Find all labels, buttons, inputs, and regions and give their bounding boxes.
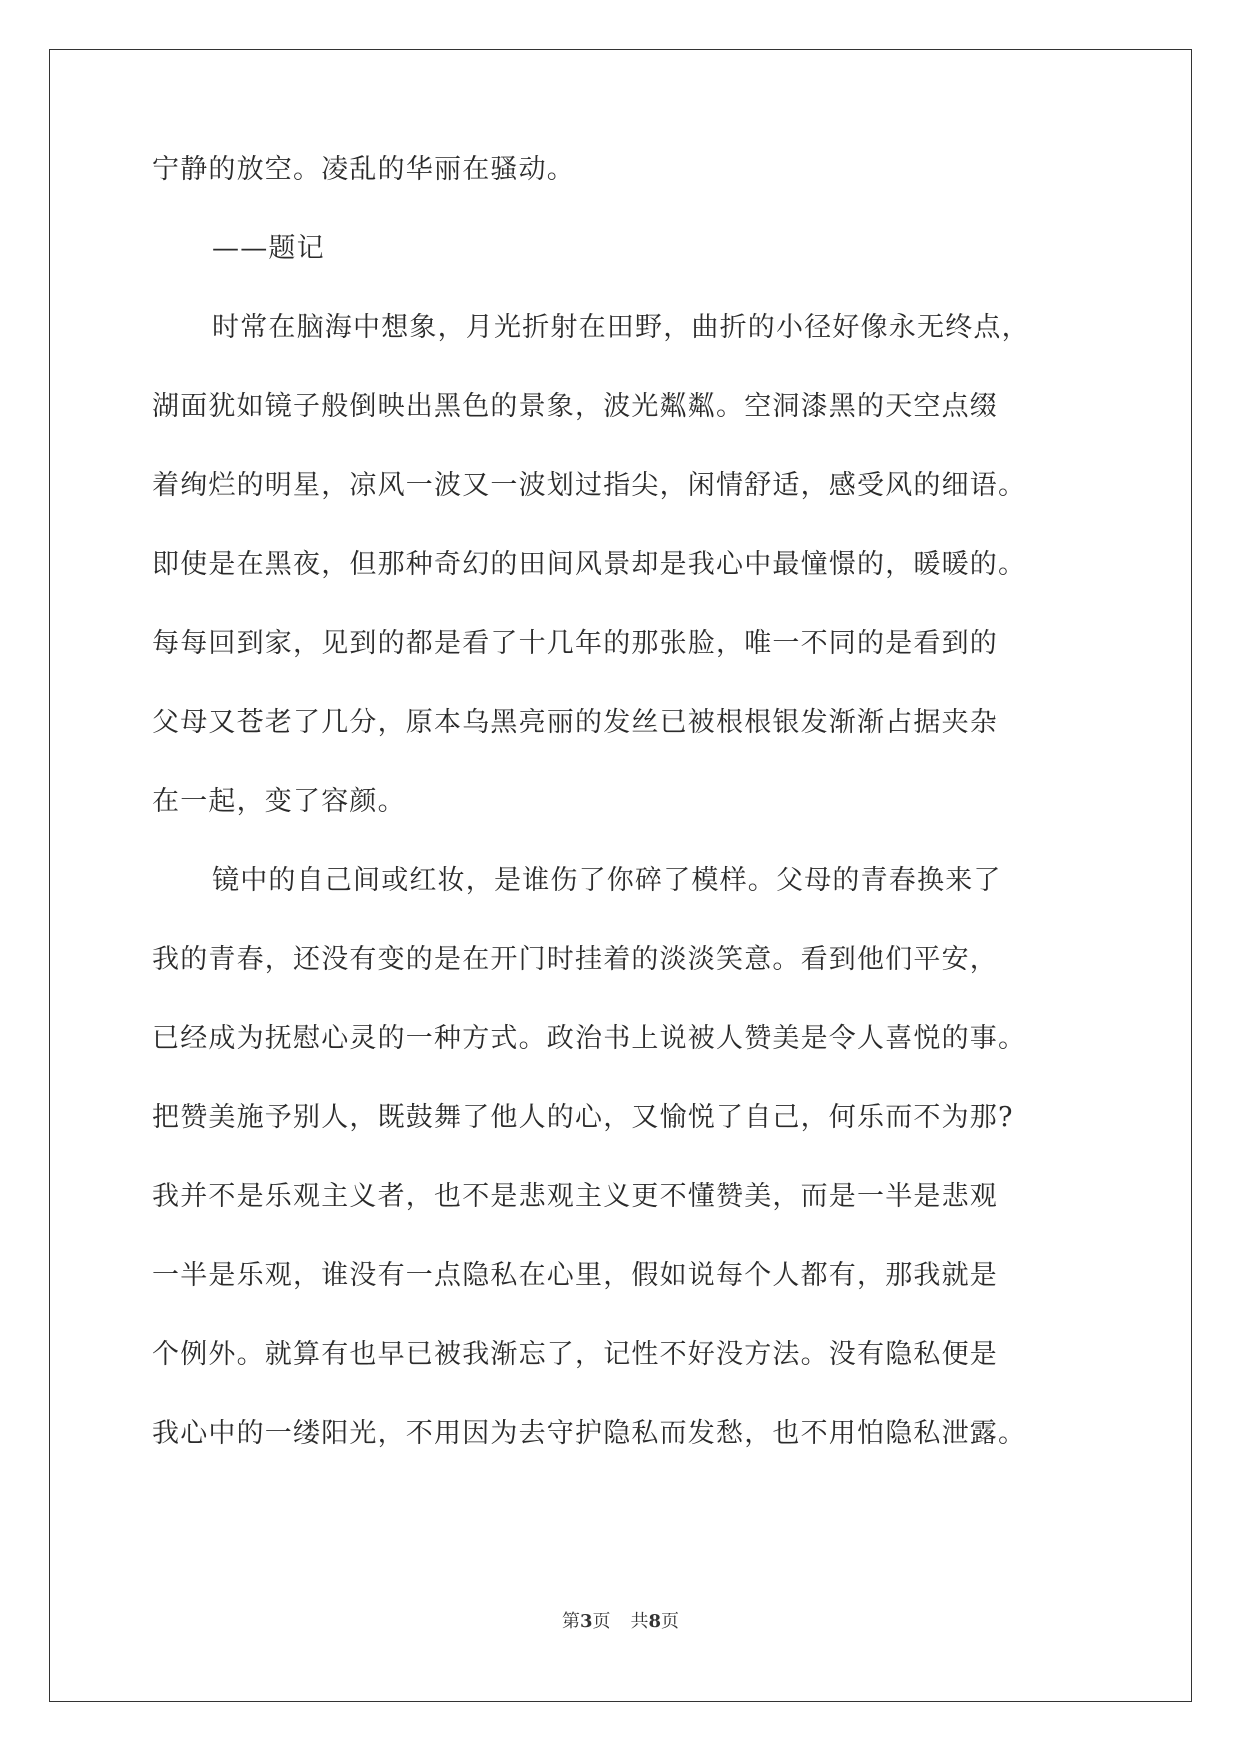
total-page-count: 8 <box>648 1611 662 1632</box>
text-line: 我并不是乐观主义者，也不是悲观主义更不懂赞美，而是一半是悲观 <box>152 1181 998 1212</box>
text-line: 已经成为抚慰心灵的一种方式。政治书上说被人赞美是令人喜悦的事。 <box>152 1023 1027 1054</box>
page-suffix: 页 <box>592 1611 611 1632</box>
text-line: 宁静的放空。凌乱的华丽在骚动。 <box>152 154 575 185</box>
text-line: 个例外。就算有也早已被我渐忘了，记性不好没方法。没有隐私便是 <box>152 1339 998 1370</box>
text-line: 着绚烂的明星，凉风一波又一波划过指尖，闲情舒适，感受风的细语。 <box>152 470 1027 501</box>
epigraph-attribution: ——题记 <box>212 233 325 264</box>
text-line: 湖面犹如镜子般倒映出黑色的景象，波光粼粼。空洞漆黑的天空点缀 <box>152 391 998 422</box>
text-line: 一半是乐观，谁没有一点隐私在心里，假如说每个人都有，那我就是 <box>152 1260 998 1291</box>
page-prefix: 第 <box>561 1611 580 1632</box>
text-line: 即使是在黑夜，但那种奇幻的田间风景却是我心中最憧憬的，暖暖的。 <box>152 549 1027 580</box>
text-line: 每每回到家，见到的都是看了十几年的那张脸，唯一不同的是看到的 <box>152 628 998 659</box>
page-footer <box>0 1611 1241 1633</box>
text-line: 把赞美施予别人，既鼓舞了他人的心，又愉悦了自己，何乐而不为那? <box>152 1102 1014 1133</box>
text-line: 父母又苍老了几分，原本乌黑亮丽的发丝已被根根银发渐渐占据夹杂 <box>152 707 998 738</box>
total-prefix: 共 <box>630 1611 649 1632</box>
text-line: 时常在脑海中想象，月光折射在田野，曲折的小径好像永无终点， <box>212 312 1030 343</box>
text-line: 我心中的一缕阳光，不用因为去守护隐私而发愁，也不用怕隐私泄露。 <box>152 1418 1027 1449</box>
total-suffix: 页 <box>661 1611 680 1632</box>
text-line: 镜中的自己间或红妆，是谁伤了你碎了模样。父母的青春换来了 <box>212 865 1002 896</box>
current-page-number: 3 <box>579 1611 593 1632</box>
text-line: 在一起，变了容颜。 <box>152 786 406 817</box>
document-body <box>152 153 1092 1496</box>
text-line: 我的青春，还没有变的是在开门时挂着的淡淡笑意。看到他们平安， <box>152 944 998 975</box>
